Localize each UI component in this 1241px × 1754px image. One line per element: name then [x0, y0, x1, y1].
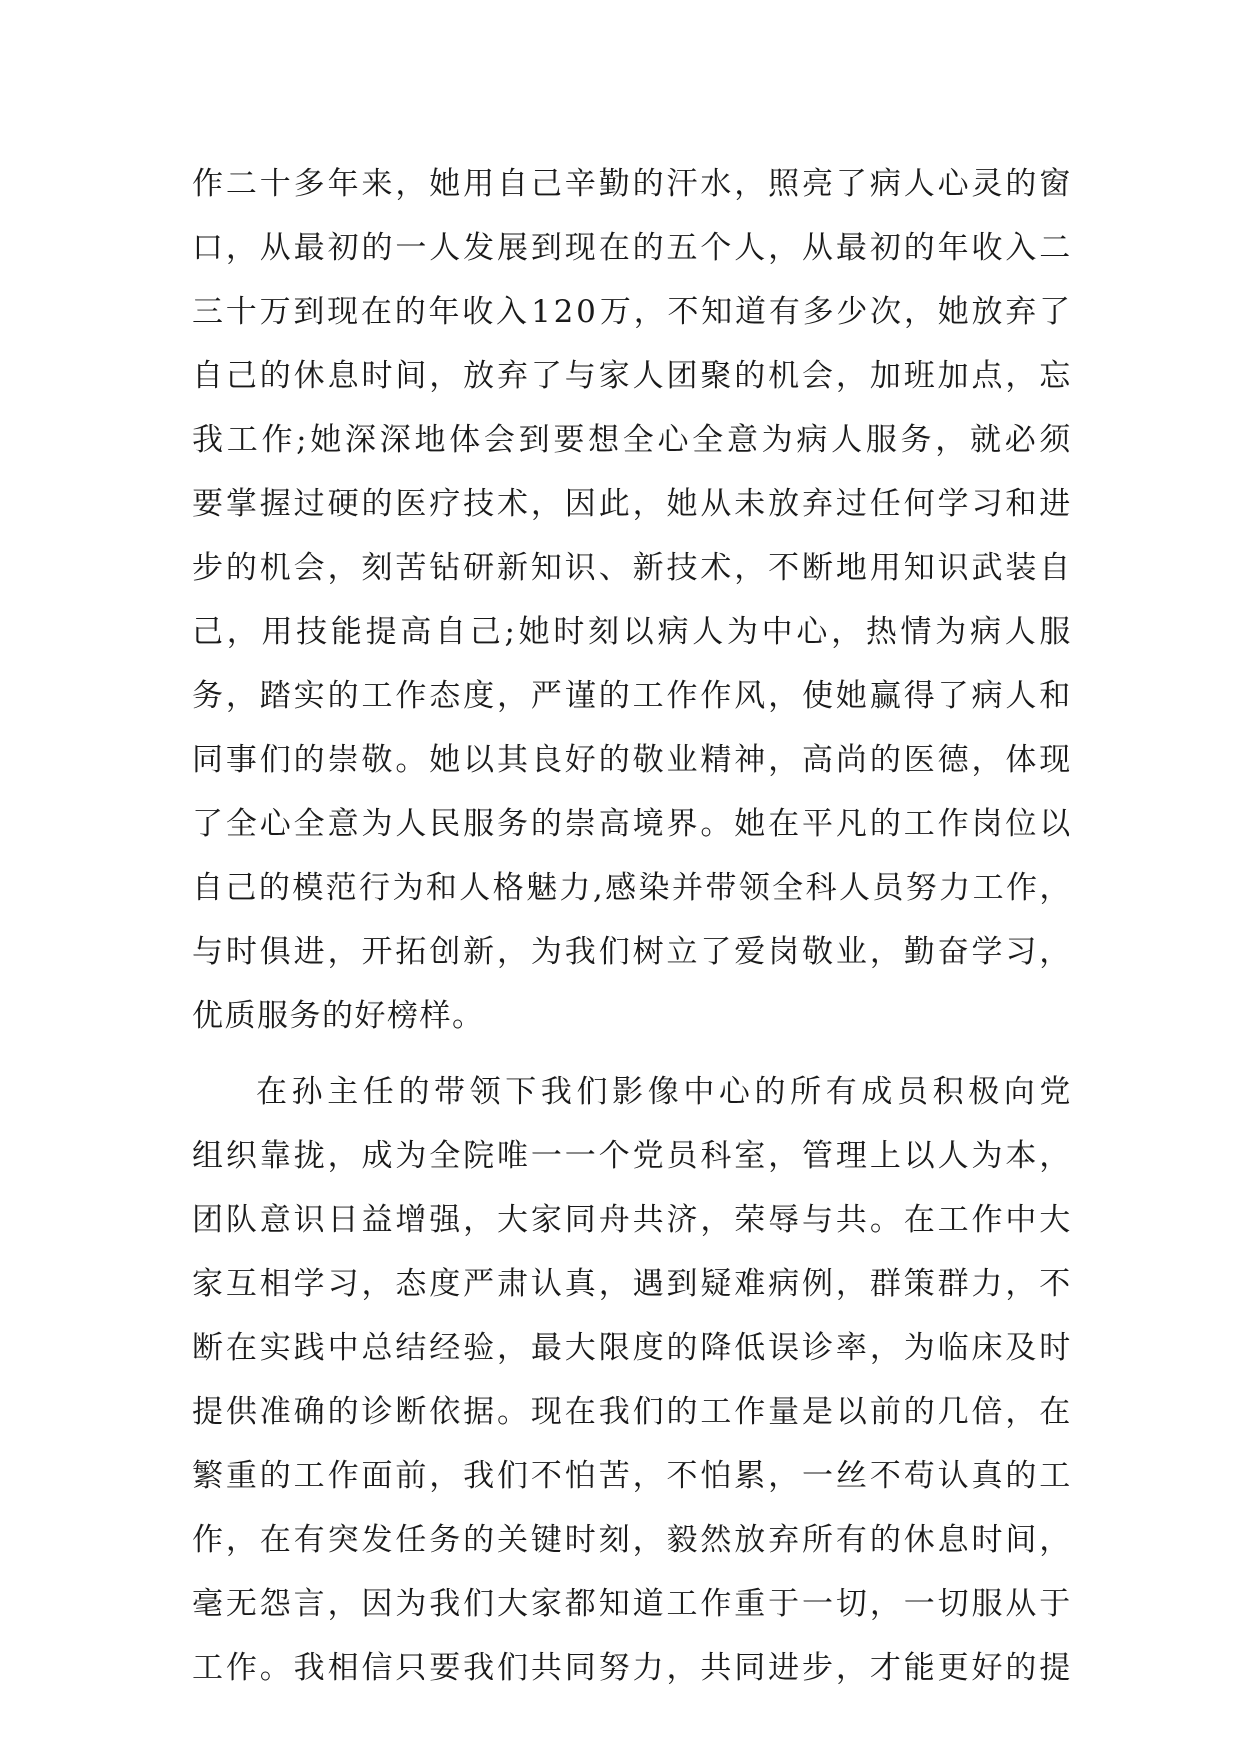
- paragraph-2: [192, 1060, 1072, 1700]
- paragraph-line: 作 二 十 多 年 来 ， 她 用 自 己 辛 勤 的 汗 水 ， 照 亮 了 病 人 心 灵 的 窗: [192, 166, 1072, 202]
- paragraph-line: 毫 无 怨 言 ， 因 为 我 们 大 家 都 知 道 工 作 重 于 一 切 ， 一 切 服 从 于: [192, 1586, 1072, 1622]
- paragraph-line: 作 ， 在 有 突 发 任 务 的 关 键 时 刻 ， 毅 然 放 弃 所 有 的 休 息 时 间 ，: [192, 1522, 1072, 1558]
- paragraph-line: 在 孙 主 任 的 带 领 下 我 们 影 像 中 心 的 所 有 成 员 积 极 向 党: [256, 1074, 1072, 1110]
- paragraph-line: 同 事 们 的 崇 敬 。 她 以 其 良 好 的 敬 业 精 神 ， 高 尚 的 医 德 ， 体 现: [192, 742, 1072, 778]
- paragraph-line: 要 掌 握 过 硬 的 医 疗 技 术 ， 因 此 ， 她 从 未 放 弃 过 任 何 学 习 和 进: [192, 486, 1072, 522]
- paragraph-1: [192, 152, 1072, 1048]
- paragraph-line: 己 ， 用 技 能 提 高 自 己 ; 她 时 刻 以 病 人 为 中 心 ， 热 情 为 病 人 服: [192, 614, 1072, 650]
- paragraph-line: 优质服务的好榜样。: [192, 998, 485, 1034]
- paragraph-line: 务 ， 踏 实 的 工 作 态 度 ， 严 谨 的 工 作 作 风 ， 使 她 赢 得 了 病 人 和: [192, 678, 1072, 714]
- paragraph-line: 了 全 心 全 意 为 人 民 服 务 的 崇 高 境 界 。 她 在 平 凡 的 工 作 岗 位 以: [192, 806, 1072, 842]
- body-text: [192, 152, 1072, 1700]
- paragraph-line: 工 作 。 我 相 信 只 要 我 们 共 同 努 力 ， 共 同 进 步 ， 才 能 更 好 的 提: [192, 1650, 1072, 1686]
- paragraph-line: 团 队 意 识 日 益 增 强 ， 大 家 同 舟 共 济 ， 荣 辱 与 共 。 在 工 作 中 大: [192, 1202, 1072, 1238]
- paragraph-line: 组 织 靠 拢 ， 成 为 全 院 唯 一 一 个 党 员 科 室 ， 管 理 上 以 人 为 本 ，: [192, 1138, 1072, 1174]
- paragraph-line: 繁 重 的 工 作 面 前 ， 我 们 不 怕 苦 ， 不 怕 累 ， 一 丝 不 苟 认 真 的 工: [192, 1458, 1072, 1494]
- paragraph-line: 三 十 万 到 现 在 的 年 收 入 1 2 0 万 ， 不 知 道 有 多 少 次 ， 她 放 弃 了: [192, 294, 1072, 330]
- paragraph-line: 自 己 的 模 范 行 为 和 人 格 魅 力 , 感 染 并 带 领 全 科 人 员 努 力 工 作 ，: [192, 870, 1072, 906]
- paragraph-line: 步 的 机 会 ， 刻 苦 钻 研 新 知 识 、 新 技 术 ， 不 断 地 用 知 识 武 装 自: [192, 550, 1072, 586]
- paragraph-line: 与 时 俱 进 ， 开 拓 创 新 ， 为 我 们 树 立 了 爱 岗 敬 业 ， 勤 奋 学 习 ，: [192, 934, 1072, 970]
- paragraph-line: 自 己 的 休 息 时 间 ， 放 弃 了 与 家 人 团 聚 的 机 会 ， 加 班 加 点 ， 忘: [192, 358, 1072, 394]
- paragraph-gap: [192, 1048, 1072, 1060]
- paragraph-line: 口 ， 从 最 初 的 一 人 发 展 到 现 在 的 五 个 人 ， 从 最 初 的 年 收 入 二: [192, 230, 1072, 266]
- paragraph-line: 提 供 准 确 的 诊 断 依 据 。 现 在 我 们 的 工 作 量 是 以 前 的 几 倍 ， 在: [192, 1394, 1072, 1430]
- paragraph-line: 断 在 实 践 中 总 结 经 验 ， 最 大 限 度 的 降 低 误 诊 率 ， 为 临 床 及 时: [192, 1330, 1072, 1366]
- paragraph-line: 我 工 作 ; 她 深 深 地 体 会 到 要 想 全 心 全 意 为 病 人 服 务 ， 就 必 须: [192, 422, 1072, 458]
- paragraph-line: 家 互 相 学 习 ， 态 度 严 肃 认 真 ， 遇 到 疑 难 病 例 ， 群 策 群 力 ， 不: [192, 1266, 1072, 1302]
